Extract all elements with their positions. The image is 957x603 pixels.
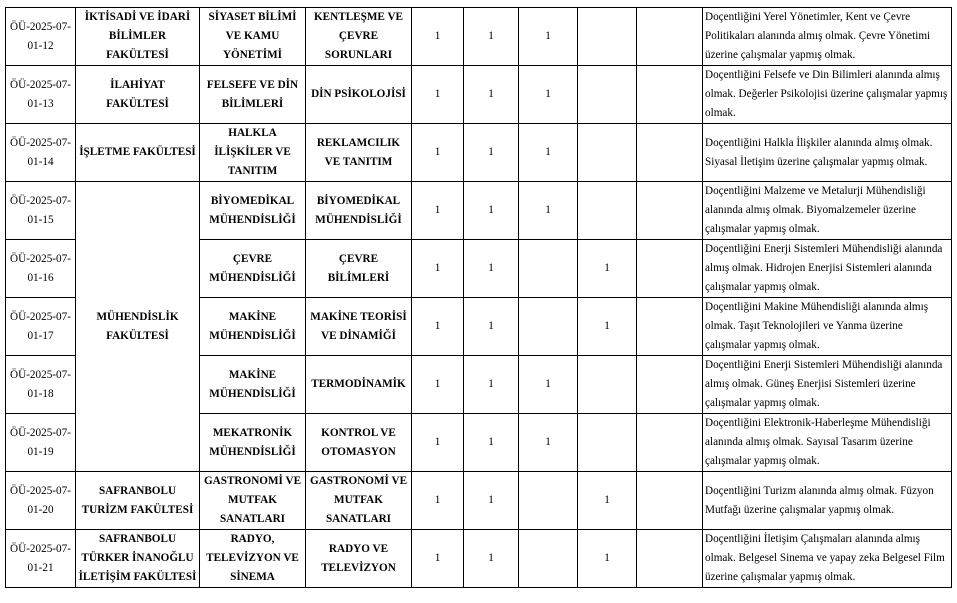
count-cell-4: 1 [578, 472, 637, 530]
count-cell-1: 1 [412, 472, 464, 530]
table-row [6, 124, 952, 182]
count-cell-3 [519, 298, 578, 356]
requirement-text: Doçentliğini Turizm alanında almış olmak. Füzyon Mutfağı üzerine çalışmalar yapmış olmak. [703, 472, 952, 530]
count-cell-5 [637, 530, 703, 588]
subfield-name: GASTRONOMİ VE MUTFAK SANATLARI [306, 472, 412, 530]
subfield-name: KONTROL VE OTOMASYON [306, 414, 412, 472]
count-cell-3 [519, 240, 578, 298]
requirement-text: Doçentliğini Elektronik-Haberleşme Mühendisliği alanında almış olmak. Sayısal Tasarım üzerine çalışmalar yapmış olmak. [703, 414, 952, 472]
ilan-code: ÖÜ-2025-07-01-18 [6, 356, 76, 414]
ilan-code: ÖÜ-2025-07-01-16 [6, 240, 76, 298]
count-cell-5 [637, 240, 703, 298]
subfield-name: KENTLEŞME VE ÇEVRE SORUNLARI [306, 8, 412, 66]
table-row [6, 182, 952, 240]
table-row [6, 8, 952, 66]
requirement-text: Doçentliğini İletişim Çalışmaları alanında almış olmak. Belgesel Sinema ve yapay zeka Belgesel Film üzerine çalışmalar yapmış olmak. [703, 530, 952, 588]
department-name: MEKATRONİK MÜHENDİSLİĞİ [200, 414, 306, 472]
department-name: BİYOMEDİKAL MÜHENDİSLİĞİ [200, 182, 306, 240]
ilan-code: ÖÜ-2025-07-01-15 [6, 182, 76, 240]
ilan-code: ÖÜ-2025-07-01-17 [6, 298, 76, 356]
count-cell-5 [637, 472, 703, 530]
ilan-code: ÖÜ-2025-07-01-20 [6, 472, 76, 530]
count-cell-3: 1 [519, 414, 578, 472]
count-cell-3 [519, 472, 578, 530]
positions-table [5, 7, 952, 588]
count-cell-2: 1 [464, 240, 519, 298]
count-cell-1: 1 [412, 414, 464, 472]
count-cell-5 [637, 124, 703, 182]
count-cell-5 [637, 66, 703, 124]
count-cell-1: 1 [412, 8, 464, 66]
count-cell-4 [578, 356, 637, 414]
ilan-code: ÖÜ-2025-07-01-21 [6, 530, 76, 588]
ilan-code: ÖÜ-2025-07-01-14 [6, 124, 76, 182]
count-cell-4: 1 [578, 240, 637, 298]
requirement-text: Doçentliğini Enerji Sistemleri Mühendisliği alanında almış olmak. Güneş Enerjisi Sistemleri üzerine çalışmalar yapmış olmak. [703, 356, 952, 414]
requirement-text: Doçentliğini Yerel Yönetimler, Kent ve Çevre Politikaları alanında almış olmak. Çevre Yönetimi üzerine çalışmalar yapmış olmak. [703, 8, 952, 66]
count-cell-2: 1 [464, 8, 519, 66]
requirement-text: Doçentliğini Malzeme ve Metalurji Mühendisliği alanında almış olmak. Biyomalzemeler üzerine çalışmalar yapmış olmak. [703, 182, 952, 240]
ilan-code: ÖÜ-2025-07-01-13 [6, 66, 76, 124]
count-cell-4 [578, 124, 637, 182]
count-cell-2: 1 [464, 124, 519, 182]
table-row [6, 66, 952, 124]
faculty-name: SAFRANBOLU TÜRKER İNANOĞLU İLETİŞİM FAKÜLTESİ [76, 530, 200, 588]
count-cell-2: 1 [464, 182, 519, 240]
count-cell-4 [578, 66, 637, 124]
count-cell-3: 1 [519, 8, 578, 66]
department-name: MAKİNE MÜHENDİSLİĞİ [200, 356, 306, 414]
requirement-text: Doçentliğini Makine Mühendisliği alanında almış olmak. Taşıt Teknolojileri ve Yanma üzerine çalışmalar yapmış olmak. [703, 298, 952, 356]
count-cell-2: 1 [464, 356, 519, 414]
subfield-name: BİYOMEDİKAL MÜHENDİSLİĞİ [306, 182, 412, 240]
count-cell-3 [519, 530, 578, 588]
ilan-code: ÖÜ-2025-07-01-12 [6, 8, 76, 66]
count-cell-5 [637, 8, 703, 66]
department-name: HALKLA İLİŞKİLER VE TANITIM [200, 124, 306, 182]
count-cell-1: 1 [412, 124, 464, 182]
count-cell-5 [637, 414, 703, 472]
department-name: GASTRONOMİ VE MUTFAK SANATLARI [200, 472, 306, 530]
table-row [6, 472, 952, 530]
department-name: ÇEVRE MÜHENDİSLİĞİ [200, 240, 306, 298]
table-row [6, 530, 952, 588]
subfield-name: ÇEVRE BİLİMLERİ [306, 240, 412, 298]
count-cell-4: 1 [578, 530, 637, 588]
faculty-name: SAFRANBOLU TURİZM FAKÜLTESİ [76, 472, 200, 530]
department-name: SİYASET BİLİMİ VE KAMU YÖNETİMİ [200, 8, 306, 66]
count-cell-3: 1 [519, 66, 578, 124]
faculty-name: MÜHENDİSLİK FAKÜLTESİ [76, 182, 200, 472]
subfield-name: RADYO VE TELEVİZYON [306, 530, 412, 588]
count-cell-5 [637, 182, 703, 240]
count-cell-4 [578, 182, 637, 240]
count-cell-2: 1 [464, 66, 519, 124]
department-name: FELSEFE VE DİN BİLİMLERİ [200, 66, 306, 124]
faculty-name: İKTİSADİ VE İDARİ BİLİMLER FAKÜLTESİ [76, 8, 200, 66]
subfield-name: REKLAMCILIK VE TANITIM [306, 124, 412, 182]
count-cell-4: 1 [578, 298, 637, 356]
count-cell-2: 1 [464, 414, 519, 472]
count-cell-4 [578, 414, 637, 472]
department-name: MAKİNE MÜHENDİSLİĞİ [200, 298, 306, 356]
subfield-name: DİN PSİKOLOJİSİ [306, 66, 412, 124]
count-cell-1: 1 [412, 356, 464, 414]
count-cell-2: 1 [464, 298, 519, 356]
count-cell-1: 1 [412, 240, 464, 298]
faculty-name: İŞLETME FAKÜLTESİ [76, 124, 200, 182]
count-cell-5 [637, 356, 703, 414]
faculty-name: İLAHİYAT FAKÜLTESİ [76, 66, 200, 124]
subfield-name: TERMODİNAMİK [306, 356, 412, 414]
requirement-text: Doçentliğini Halkla İlişkiler alanında almış olmak. Siyasal İletişim üzerine çalışmalar yapmış olmak. [703, 124, 952, 182]
count-cell-5 [637, 298, 703, 356]
count-cell-1: 1 [412, 298, 464, 356]
count-cell-3: 1 [519, 124, 578, 182]
count-cell-4 [578, 8, 637, 66]
subfield-name: MAKİNE TEORİSİ VE DİNAMİĞİ [306, 298, 412, 356]
count-cell-3: 1 [519, 356, 578, 414]
count-cell-1: 1 [412, 182, 464, 240]
requirement-text: Doçentliğini Felsefe ve Din Bilimleri alanında almış olmak. Değerler Psikolojisi üzerine çalışmalar yapmış olmak. [703, 66, 952, 124]
count-cell-2: 1 [464, 472, 519, 530]
department-name: RADYO, TELEVİZYON VE SİNEMA [200, 530, 306, 588]
count-cell-1: 1 [412, 530, 464, 588]
count-cell-3: 1 [519, 182, 578, 240]
count-cell-2: 1 [464, 530, 519, 588]
ilan-code: ÖÜ-2025-07-01-19 [6, 414, 76, 472]
requirement-text: Doçentliğini Enerji Sistemleri Mühendisliği alanında almış olmak. Hidrojen Enerjisi Sistemleri alanında çalışmalar yapmış olmak. [703, 240, 952, 298]
count-cell-1: 1 [412, 66, 464, 124]
